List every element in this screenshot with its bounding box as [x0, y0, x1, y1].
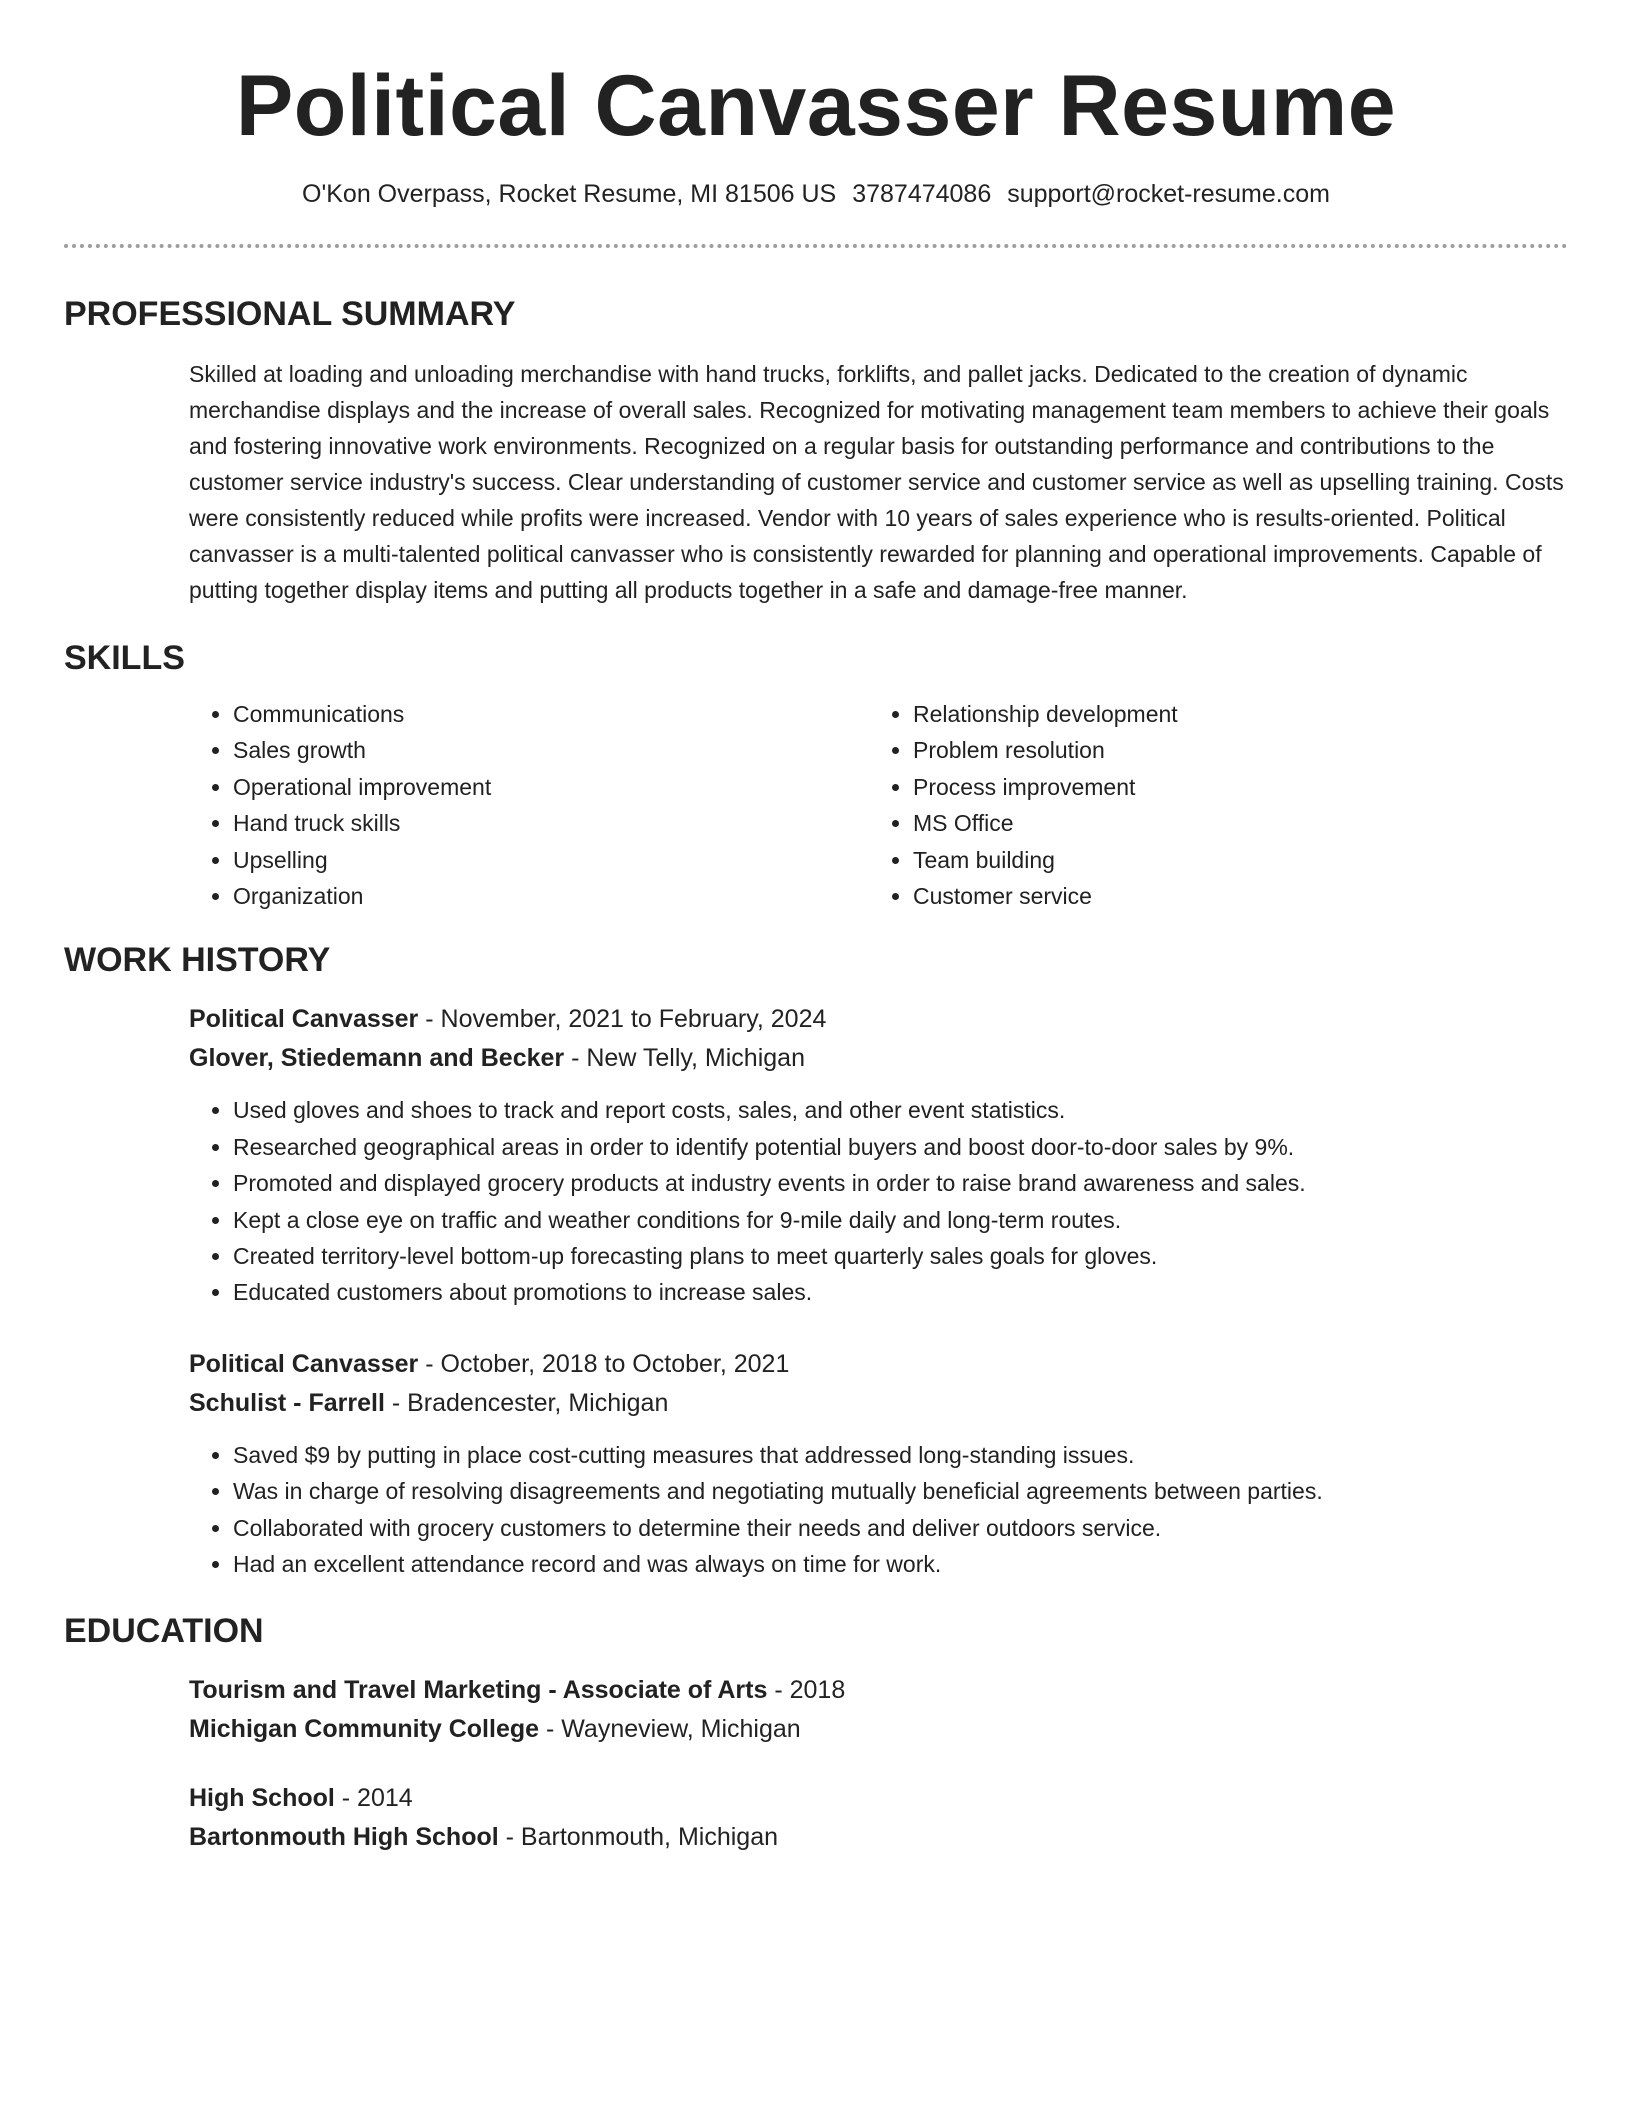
resume-title: Political Canvasser Resume [235, 58, 1397, 154]
job-bullet: • Had an excellent attendance record and was always on time for work. [233, 1546, 1568, 1582]
job-bullet: • Kept a close eye on traffic and weather conditions for 9-mile daily and long-term routes. [233, 1202, 1568, 1238]
job-title-line [189, 1000, 1568, 1039]
skill-item: • Upselling [233, 842, 869, 878]
education-entry [189, 1779, 1568, 1857]
education-degree-line [189, 1779, 1568, 1818]
skill-item: • Team building [913, 842, 1549, 878]
education-location: - Bartonmouth, Michigan [498, 1822, 778, 1851]
header-divider [64, 244, 1568, 248]
education-degree: High School [189, 1783, 335, 1812]
education-degree-line [189, 1671, 1568, 1710]
job-bullets [189, 1437, 1568, 1583]
education-location: - Wayneview, Michigan [539, 1714, 801, 1743]
job-bullet: • Created territory-level bottom-up forecasting plans to meet quarterly sales goals for gloves. [233, 1238, 1568, 1274]
education-school-line [189, 1710, 1568, 1749]
job-entry [189, 1345, 1568, 1583]
job-company-line [189, 1384, 1568, 1423]
education-year: - 2014 [334, 1783, 413, 1812]
summary-text: Skilled at loading and unloading merchandise with hand trucks, forklifts, and pallet jacks. Dedicated to the creation of dynamic merchandise displays and the increase of overall sales. Recognized for motivating management team members to achieve their goals and fostering innovative work environments. Recognized on a regular basis for outstanding performance and contributions to the customer service industry's success. Clear understanding of customer service and customer service as well as upselling training. Costs were consistently reduced while profits were increased. Vendor with 10 years of sales experience who is results-oriented. Political canvasser is a multi-talented political canvasser who is consistently rewarded for planning and operational improvements. Capable of putting together display items and putting all products together in a safe and damage-free manner. [189, 361, 1564, 603]
job-location: - Bradencester, Michigan [384, 1388, 669, 1417]
skill-item: • Problem resolution [913, 732, 1549, 768]
job-title-line [189, 1345, 1568, 1384]
job-location: - New Telly, Michigan [564, 1044, 805, 1073]
contact-line [64, 178, 1568, 210]
job-entry [189, 1000, 1568, 1310]
contact-address: O'Kon Overpass, Rocket Resume, MI 81506 US [302, 180, 837, 208]
job-bullet: • Collaborated with grocery customers to determine their needs and deliver outdoors service. [233, 1510, 1568, 1546]
job-dates: - November, 2021 to February, 2024 [418, 1005, 827, 1034]
skill-item: • Customer service [913, 878, 1549, 914]
job-bullet: • Used gloves and shoes to track and report costs, sales, and other event statistics. [233, 1092, 1568, 1128]
education-school-line [189, 1818, 1568, 1857]
work-history-heading: WORK HISTORY [64, 941, 331, 980]
education-degree: Tourism and Travel Marketing - Associate of Arts [189, 1675, 768, 1704]
skill-item: • MS Office [913, 805, 1549, 841]
education-entry [189, 1671, 1568, 1749]
job-role: Political Canvasser [189, 1005, 419, 1034]
resume-page [64, 0, 1568, 1857]
job-bullet: • Promoted and displayed grocery products at industry events in order to raise brand awareness and sales. [233, 1165, 1568, 1201]
work-history-section [64, 940, 1568, 1582]
education-school: Michigan Community College [189, 1714, 540, 1743]
education-school: Bartonmouth High School [189, 1822, 499, 1851]
job-company: Schulist - Farrell [189, 1388, 385, 1417]
summary-heading: PROFESSIONAL SUMMARY [64, 295, 516, 333]
contact-phone: 3787474086 [852, 180, 992, 208]
job-role: Political Canvasser [189, 1349, 419, 1378]
job-dates: - October, 2018 to October, 2021 [418, 1349, 790, 1378]
job-bullet: • Researched geographical areas in order to identify potential buyers and boost door-to-door sales by 9%. [233, 1129, 1568, 1165]
skills-grid [189, 696, 1568, 914]
job-company-line [189, 1039, 1568, 1078]
job-company: Glover, Stiedemann and Becker [189, 1044, 565, 1073]
education-year: - 2018 [767, 1675, 846, 1704]
skill-item: • Operational improvement [233, 769, 869, 805]
education-section [64, 1611, 1568, 1857]
skill-item: • Relationship development [913, 696, 1549, 732]
skill-item: • Hand truck skills [233, 805, 869, 841]
job-bullet: • Saved $9 by putting in place cost-cutting measures that addressed long-standing issues. [233, 1437, 1568, 1473]
job-bullets [189, 1092, 1568, 1310]
job-bullet: • Was in charge of resolving disagreements and negotiating mutually beneficial agreements between parties. [233, 1473, 1568, 1509]
education-heading: EDUCATION [64, 1611, 264, 1650]
job-bullet: • Educated customers about promotions to increase sales. [233, 1274, 1568, 1310]
skill-item: • Communications [233, 696, 869, 732]
skill-item: • Sales growth [233, 732, 869, 768]
skills-column-left [189, 696, 869, 914]
summary-section [64, 294, 1568, 608]
skills-column-right [869, 696, 1549, 914]
skill-item: • Process improvement [913, 769, 1549, 805]
skill-item: • Organization [233, 878, 869, 914]
contact-email: support@rocket-resume.com [1007, 180, 1330, 208]
skills-heading: SKILLS [64, 639, 185, 677]
skills-section [64, 638, 1568, 914]
